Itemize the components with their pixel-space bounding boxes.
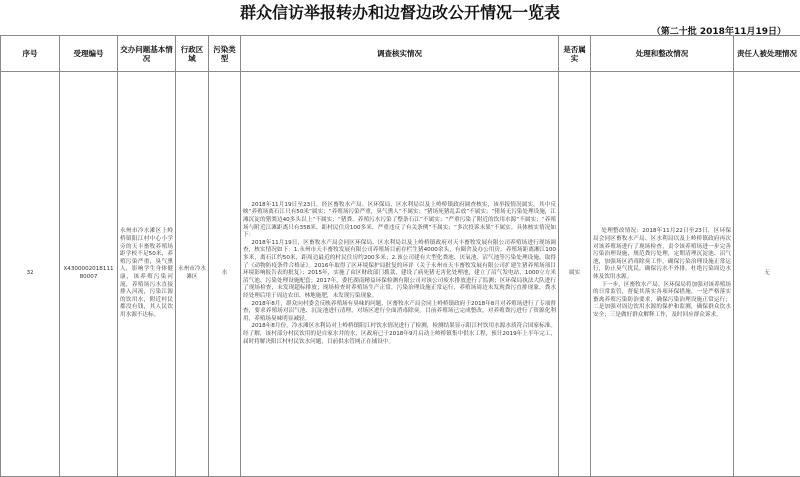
cell-handling <box>591 72 734 477</box>
header-id: 受理编号 <box>60 36 118 72</box>
page-title: 群众信访举报转办和边督边改公开情况一览表 <box>239 3 560 22</box>
header-verified: 是否属实 <box>559 36 591 72</box>
header-no: 序号 <box>1 36 60 72</box>
investigation-paragraph: 2018年11月19日，区畜牧水产局会同区环保局、区水利局以及上岭桥镇政府对天丰畜牧发展有限公司养殖场进行现场调查，核实情况如下：1.永州市天丰畜牧发展有限公司养殖场目前存栏生猪4000余头，有圈舍及办公用房，养殖场距离湘江100多米，离石江约50米，距周边最近的村民住房约200多米；2.该公司建有大型化粪池、厌氧池、沼气池等污染处理设施，取得了《动物防疫条件合格证》。2016年取得了区环境保护局批复的环评（关于永州市天丰畜牧发展有限公司扩建生猪养殖场项目环境影响报告表的批复）；2015年，实施了由区财政部门拨款，建设了病死猪无害化处理池，建立了沼气发电站，1000立方米沼气池、污染处理设施配套；2017年，委托湖南精益环保检测有限公司对该公司废水排放进行了监测；区环保局执法大队进行了现场检查，未发现超标排放；现场检查时养殖场生产正常，污染治理设施正常运行，养殖场周边未发现粪污直排现象，粪水经处理后用于周边农田、林地施肥，未发现污染现象。 <box>243 239 556 299</box>
cell-investigation <box>241 72 559 477</box>
cell-region: 永州市冷水滩区 <box>176 72 209 477</box>
handling-paragraph: 下一步，区畜牧水产局、区环保局将加强对该养殖场的日常监管，督促其落实各项环保措施，一是严格落实畜禽养殖污染防治要求，确保污染治理设施正常运行；二是加强对周边饮用水源的保护和监测，确保群众饮水安全；三是做好群众解释工作，及时回应群众诉求。 <box>593 281 731 318</box>
table-row <box>1 72 800 477</box>
header-investigation: 调查核实情况 <box>241 36 559 72</box>
investigation-paragraph: 2018年11月19日至23日，经区畜牧水产局、区环保局、区水利局以及上岭桥镇政府调查核实，该举报情况属实。其中反映“养殖场离石江只有50米”属实；“养殖场污染严重，臭气熏人”不属实；“猪场死猪乱丢放”不属实；“猪场无污染处理设施，江滩沉淀的猪粪边40多头以上”不属实；“猪粪、养殖污水污染了整条石江”不属实；“严重污染了附近的饮用水源”不属实；“养殖场与附近江滩距离只有358米，距村民住房100多米，严重违反了有关条例”不属实；“多次投诉未果”不属实。具体核实情况如下： <box>243 201 556 239</box>
cell-id: X430000201811180007 <box>60 72 118 477</box>
cell-no: 32 <box>1 72 60 477</box>
disclosure-table <box>0 35 800 477</box>
cell-verified: 属实 <box>559 72 591 477</box>
header-pollution: 污染类型 <box>209 36 241 72</box>
cell-pollution: 水 <box>209 72 241 477</box>
header-handling: 处理和整改情况 <box>591 36 734 72</box>
investigation-paragraph: 2018年8月份，冷水滩区水利局对上岭桥镇阳江村饮水情况进行了检测，检测结果显示阳江村饮用水源水质符合国家标准。经了解，该村部分村民饮用的是自家水井的水，区政府已于2018年9月启动上岭桥镇集中供水工程，预计2019年上半年完工，届时将解决阳江村村民饮水问题，目前供水管网正在铺设中。 <box>243 323 556 345</box>
handling-paragraph: 处理整改情况：2018年11月22日至23日，区环保局会同区畜牧水产局、区水利局以及上岭桥镇政府再次对该养殖场进行了现场检查，责令该养殖场进一步完善污染治理设施，规范粪污处理，定期清理沉淀池、沼气池，加强场区消毒除臭工作，确保污染治理设施正常运行，防止臭气扰民，确保污水不外排，杜绝污染周边水体及饮用水源。 <box>593 228 731 280</box>
batch-info: （第二十批 2018年11月19日） <box>651 27 786 37</box>
header-accountability: 责任人被处理情况 <box>734 36 800 72</box>
header-region: 行政区域 <box>176 36 209 72</box>
cell-accountability: 无 <box>734 72 800 477</box>
investigation-paragraph: 2018年8月，群众向村委会反映养殖场有臭味的问题，区畜牧水产局会同上岭桥镇政府于2018年8月对养殖场进行了专项督查，要求养殖场对沼气池、沉淀池进行清理，对场区进行全面消毒除臭。目前养殖场已完成整改，对养殖粪污进行了资源化利用，养殖场臭味明显减轻。 <box>243 300 556 322</box>
header-issue: 交办问题基本情况 <box>118 36 176 72</box>
cell-issue: 永州市冷水滩区上岭桥镇阳江村中心小学旁的天丰畜牧养殖场距学校不足50米，养殖污染严重，臭气熏人，影响学生身体健康，该养殖污染河流，养殖场污水直接排入河流，污染江源的饮用水，附近村民都没有钱，其人民饮用水源不达标。 <box>118 72 176 477</box>
header-row <box>1 36 800 72</box>
